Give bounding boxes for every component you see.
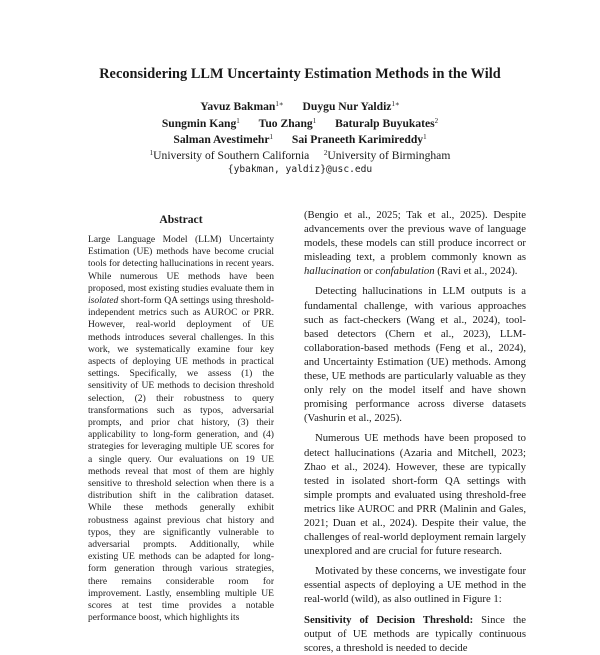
intro-paragraph: Detecting hallucinations in LLM outputs is a fundamental challenge, with various approaches such as fact-checkers (Wang et al., 2024), tool-based detectors (Chern et al., 2023), LLM-collaboration-based methods (Feng et al., 2024), and Uncertainty Estimation (UE) methods. Among these, UE methods are particularly valuable as they only rely on the model itself and have shown promising performance across diverse datasets (Vashurin et al., 2025). bbox=[304, 285, 526, 425]
intro-paragraph: Sensitivity of Decision Threshold: Since the output of UE methods are typically continuous scores, a threshold is needed to decide bbox=[304, 613, 526, 654]
abstract-text: Large Language Model (LLM) Uncertainty Estimation (UE) methods have become crucial tools for detecting hallucinations in recent years. While numerous UE methods have been proposed, most existing studies evaluate them in bbox=[88, 234, 274, 294]
author-name: Yavuz Bakman$^{1∗}$ bbox=[200, 100, 284, 113]
intro-paragraph: (Bengio et al., 2025; Tak et al., 2025). Despite advancements over the previous wave of language models, these models can still produce incorrect or misleading text, a problem commonly known as hallucination or confabulation (Ravi et al., 2024). bbox=[304, 209, 526, 278]
author-name: Baturalp Buyukates$^2$ bbox=[335, 117, 439, 130]
intro-paragraph: Motivated by these concerns, we investigate four essential aspects of deploying a UE method in the real-world (wild), as also outlined in Figure 1: bbox=[304, 565, 526, 606]
abstract-emphasis: isolated bbox=[88, 295, 119, 307]
intro-bold-lead: Sensitivity of Decision Threshold: bbox=[304, 613, 474, 626]
affiliations bbox=[0, 149, 600, 162]
abstract-heading: Abstract bbox=[159, 213, 203, 226]
author-name: Sai Praneeth Karimireddy$^1$ bbox=[291, 133, 427, 146]
author-name: Tuo Zhang$^1$ bbox=[258, 117, 317, 130]
affiliation: $^2$University of Birmingham bbox=[323, 149, 451, 162]
author-name: Sungmin Kang$^1$ bbox=[161, 117, 240, 130]
paper-title: Reconsidering LLM Uncertainty Estimation Methods in the Wild bbox=[99, 66, 501, 82]
author-name: Salman Avestimehr$^1$ bbox=[173, 133, 273, 146]
abstract-text: short-form QA settings using threshold-independent metrics such as AUROC or PRR. However, real-world deployment of UE methods introduces several challenges. In this work, we systematically examine four key aspects of deploying UE methods in practical settings. Specifically, we assess (1) the sensitivity of UE methods to decision threshold selection, (2) their robustness to query transformations such as typos, adversarial prompts, and prior chat history, (3) their applicability to long-form generation, and (4) strategies for leveraging multiple UE scores for a single query. Our evaluations on 19 UE methods reveal that most of them are highly sensitive to threshold selection when there is a distribution shift in the calibration dataset. While these methods generally exhibit robustness against previous chat history and typos, they are significantly vulnerable to adversarial prompts. Additionally, while existing UE methods can be adapted for long-form generation through various strategies, there remains considerable room for improvement. Lastly, ensembling multiple UE scores at test time provides a notable performance boost, which highlights its bbox=[88, 295, 274, 624]
abstract-body bbox=[88, 234, 274, 624]
intro-emphasis: confabulation bbox=[375, 265, 435, 278]
author-name: Duygu Nur Yaldiz$^{1∗}$ bbox=[302, 100, 400, 113]
author-email: {ybakman, yaldiz}@usc.edu bbox=[227, 164, 373, 175]
author-line-3 bbox=[0, 133, 600, 146]
intro-emphasis: hallucination bbox=[304, 265, 361, 278]
intro-paragraph: Numerous UE methods have been proposed to detect hallucinations (Azaria and Mitchell, 2023; Zhao et al., 2024). However, these are typically tested in isolated short-form QA settings with simple prompts and evaluated using threshold-free metrics like AUROC and PRR (Malinin and Gales, 2021; Duan et al., 2024). Despite their value, the challenges of real-world deployment remain largely unexplored and are crucial for future research. bbox=[304, 432, 526, 558]
introduction-column bbox=[304, 208, 526, 654]
author-line-2 bbox=[0, 117, 600, 130]
author-line-1 bbox=[0, 100, 600, 113]
affiliation: $^1$University of Southern California bbox=[149, 149, 310, 162]
